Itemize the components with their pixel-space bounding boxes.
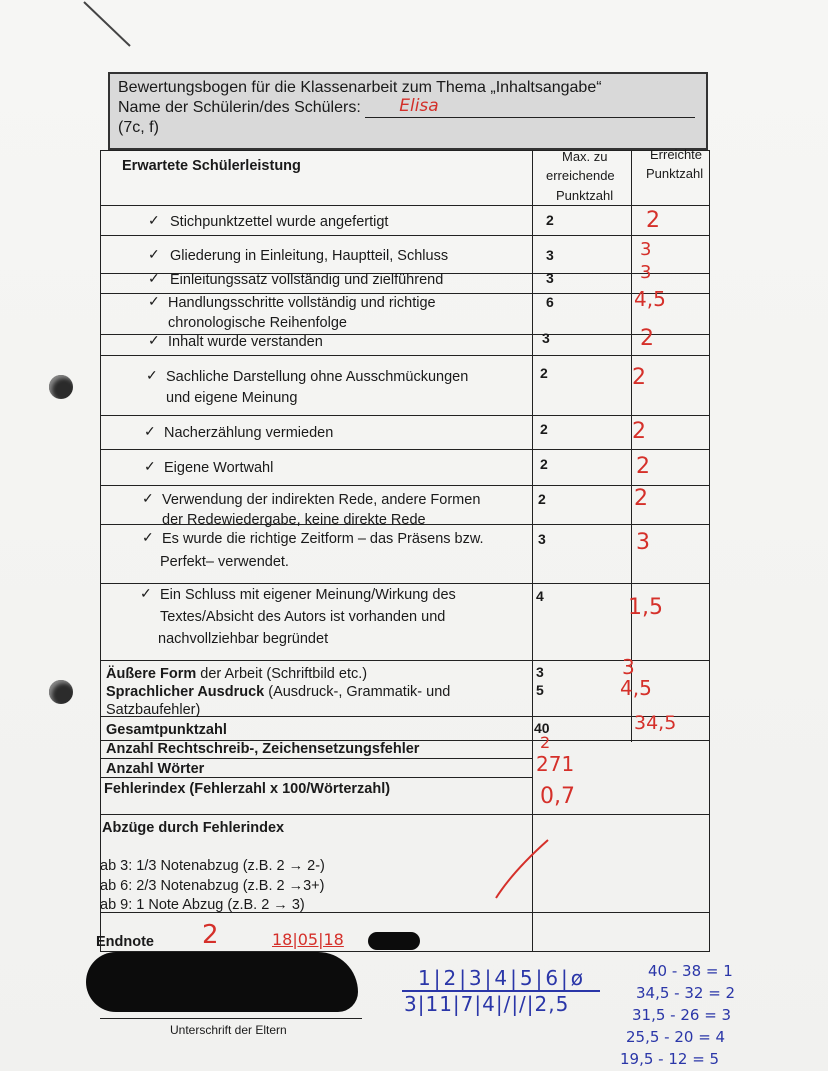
student-name: Elisa — [399, 96, 439, 116]
heading-max-2: erreichende — [546, 168, 615, 183]
points-achieved: 2 — [634, 486, 648, 511]
error-count: 2 — [540, 733, 551, 752]
points-achieved: 3 — [636, 530, 650, 555]
points-achieved: 4,5 — [634, 287, 666, 311]
error-index: 0,7 — [540, 784, 575, 809]
final-grade-label: Endnote — [96, 934, 154, 950]
staple-mark — [82, 0, 132, 50]
class-label: (7c, f) — [118, 119, 159, 136]
points-achieved: 2 — [632, 365, 646, 390]
punch-hole-lower — [49, 680, 73, 704]
strike-mark — [490, 836, 560, 906]
distribution-grades: 1|2|3|4|5|6|ø — [418, 966, 587, 990]
student-name-line — [365, 96, 695, 118]
points-achieved: 1,5 — [628, 595, 663, 620]
punch-hole-upper — [49, 375, 73, 399]
word-count: 271 — [536, 752, 575, 776]
heading-max-3: Punktzahl — [556, 188, 614, 203]
points-achieved: 2 — [636, 454, 650, 479]
signature-label: Unterschrift der Eltern — [170, 1023, 287, 1037]
sheet-title: Bewertungsbogen für die Klassenarbeit zum Thema „Inhaltsangabe“ — [118, 79, 602, 96]
points-achieved: 4,5 — [620, 676, 652, 700]
heading-got-2: Punktzahl — [646, 166, 704, 181]
points-achieved: 2 — [640, 326, 654, 351]
points-achieved: 3 — [640, 262, 652, 283]
final-date: 18|05|18 — [272, 930, 344, 949]
final-grade: 2 — [202, 920, 219, 950]
evaluation-table: Erwartete Schülerleistung Max. zu erreichende Punktzahl Erreichte Punktzahl ✓ Stichpunktzettel wurde angefertigt 2 2 ✓ Gliederung in Einleitung, Hauptteil, Schluss 3 3 ✓ Einleitungssatz vollständig und zielführend 3 3 ✓ Handlungsschritte vollständig und richtige chronologische Reihenfolge 6 4,5 ✓ Inhalt wurde verstanden 3 2 ✓ Sachliche Darstellung ohne Ausschmückungen und eigene Meinung 2 2 ✓ Nacherzählung vermieden 2 2 ✓ Eigene Wortwahl 2 2 ✓ Verwendung der indirekten Rede, andere Formen der Redewiedergabe, keine direkte Rede 2 2 ✓ Es wurde die richtige Zeitform – das Präsens bzw. Perfekt– verwendet. 3 3 ✓ Ein Schluss mit eigener Meinung/Wirkung des Textes/Absicht des Autors ist vorhanden und nachvollziehbar begründet 4 1,5 Äußere Form der Arbeit (Schriftbild etc.) 3 3 Sprachlicher Ausdruck (Ausdruck-, Grammatik- und Satzbaufehler) 5 4,5 Gesamtpunktzahl 40 34,5 Anzahl Rechtschreib-, Zeichensetzungsfehler 2 Anzahl Wörter 271 Fehlerindex (Fehlerzahl x 100/Wörterzahl) 0,7 Abzüge durch Fehlerindex ab 3: 1/3 Notenabzug (z.B. 2 → 2-) ab 6: 2/3 Notenabzug (z.B. 2 →3+) ab 9: 1 Note Abzug (z.B. 2 → 3) Endnote 2 18|05|18 — [100, 150, 710, 952]
total-label: Gesamtpunktzahl — [106, 722, 227, 738]
points-achieved: 2 — [646, 208, 660, 233]
sheet-header — [108, 72, 708, 150]
redacted-signature — [86, 952, 358, 1012]
points-achieved: 3 — [640, 239, 652, 260]
distribution-counts: 3|11|7|4|/|/|2,5 — [404, 992, 570, 1016]
redacted-initials — [368, 932, 420, 950]
total-achieved: 34,5 — [634, 712, 677, 734]
points-achieved: 2 — [632, 419, 646, 444]
student-name-label: Name der Schülerin/des Schülers: — [118, 99, 361, 116]
heading-expected: Erwartete Schülerleistung — [122, 158, 301, 174]
evaluation-sheet-page: Bewertungsbogen für die Klassenarbeit zum Thema „Inhaltsangabe“ Name der Schülerin/des Schülers: Elisa (7c, f) Erwartete Schülerleistung Max. zu erreichende Punktzahl Erreichte Punktzahl ✓ Stichpunktzettel wurde angefertigt 2 2 ✓ Gliederung in Einleitung, Hauptteil, Schluss 3 3 ✓ Einleitungssatz vollständig und zielführend 3 3 ✓ Handlungsschritte vollständig und richtige chronologische Reihenfolge 6 4,5 ✓ Inhalt wurde verstanden 3 2 ✓ Sachliche Darstellung ohne Ausschmückungen und eigene Meinung 2 2 ✓ Nacherzählung vermieden 2 2 ✓ Eigene Wortwahl 2 2 ✓ Verwendung der indirekten Rede, andere Formen der Redewiedergabe, keine direkte Rede 2 2 ✓ Es wurde die richtige Zeitform – das Präsens bzw. Perfekt– verwendet. 3 3 ✓ Ein Schluss mit eigener Meinung/Wirkung des Textes/Absicht des Autors ist vorhanden und nachvollziehbar begründet 4 1,5 Äußere Form der Arbeit (Schriftbild etc.) 3 3 Sprachlicher Ausdruck (Ausdruck-, Grammatik- und Satzbaufehler) 5 4,5 Gesamtpunktzahl 40 34,5 Anzahl Rechtschreib-, Zeichensetzungsfehler 2 Anzahl Wörter 271 Fehlerindex (Fehlerzahl x 100/Wörterzahl) 0,7 Abzüge durch Fehlerindex ab 3: 1/3 Notenabzug (z.B. 2 → 2-) ab 6: 2/3 Notenabzug (z.B. 2 →3+) ab 9: 1 Note Abzug (z.B. 2 → 3) Endnote 2 18|05|18 Unterschrift der Eltern 1|2|3|4|5|6|ø 3|11|7|4|/|/|2,5 40 - 38 = 1 34,5 - 32 = 2 31,5 - 26 = 3 25,5 - 20 = 4 19,5 - 12 = 5 — [0, 0, 828, 1071]
heading-max-1: Max. zu — [562, 149, 608, 164]
points-achieved: 3 — [622, 655, 635, 679]
heading-got-1: Erreichte — [650, 147, 703, 162]
